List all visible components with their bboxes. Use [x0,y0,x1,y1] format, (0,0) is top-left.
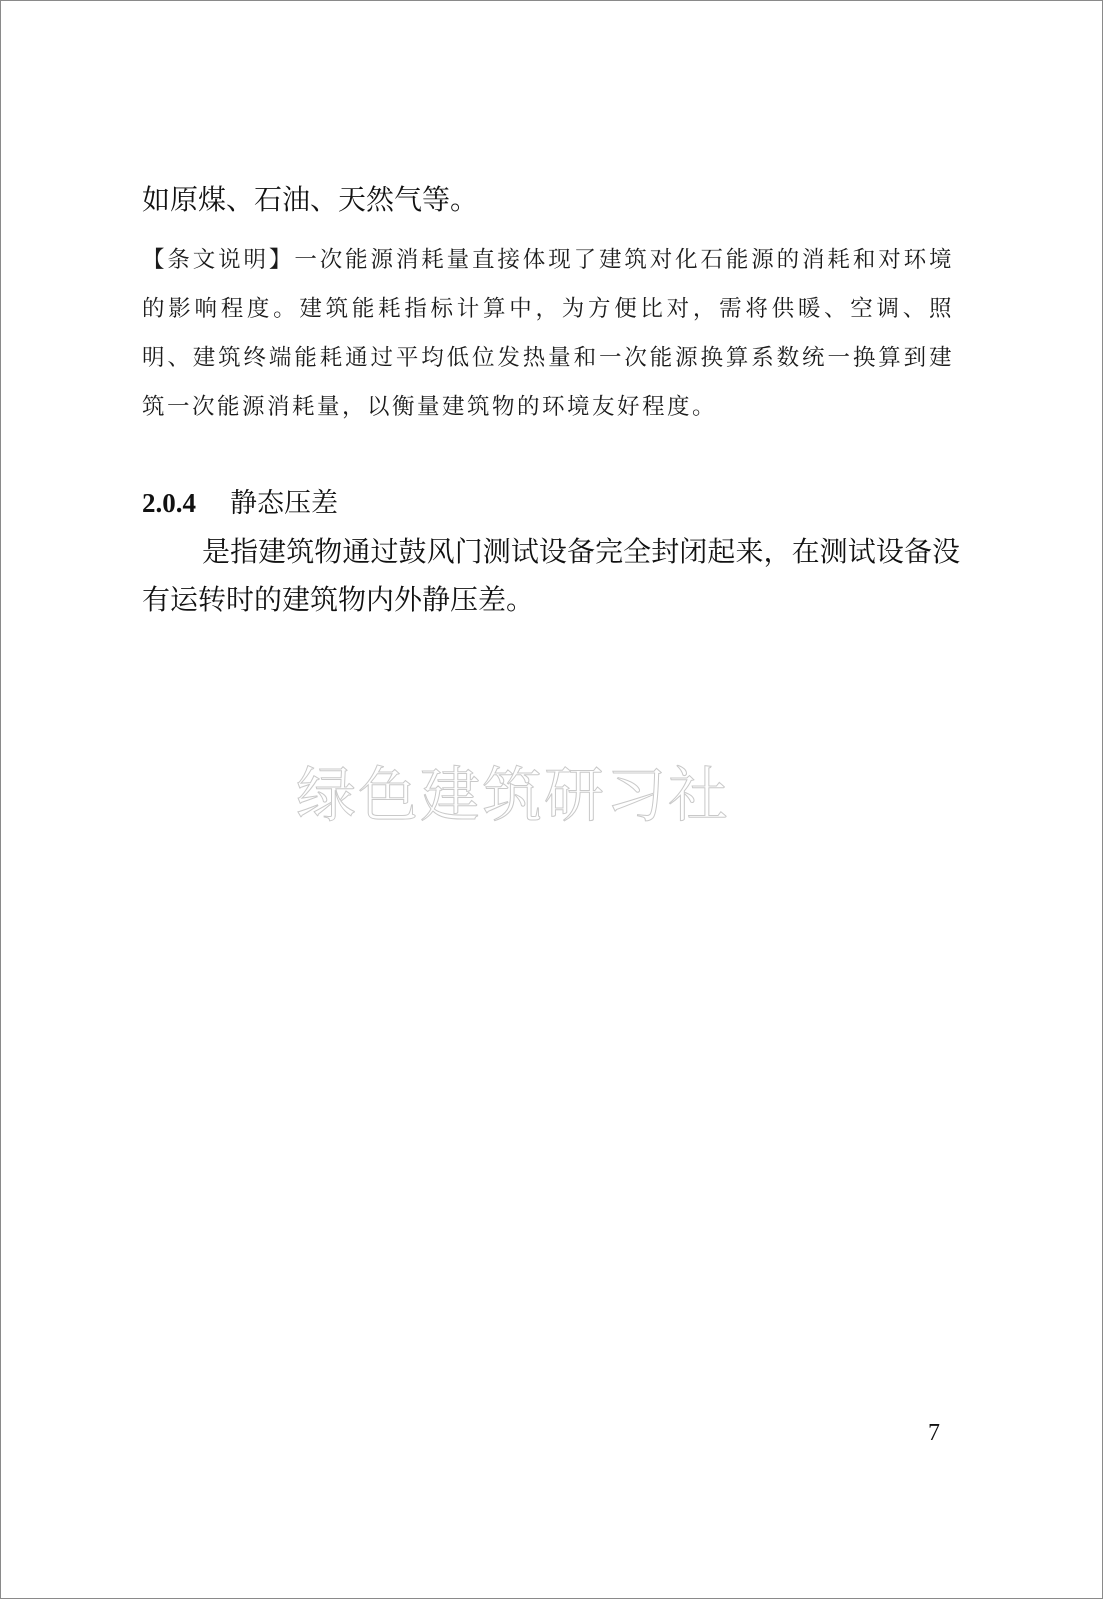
continuation-paragraph: 如原煤、石油、天然气等。 [142,183,479,216]
section-number: 2.0.4 [142,488,196,518]
page-number: 7 [928,1420,940,1446]
explanation-body: 一次能源消耗量直接体现了建筑对化石能源的消耗和对环境的影响程度。建筑能耗指标计算中，为方便比对，需将供暖、空调、照明、建筑终端能耗通过平均低位发热量和一次能源换算系数统一换算到建筑一次能源消耗量，以衡量建筑物的环境友好程度。 [142,247,954,420]
explanation-label: 【条文说明】 [142,247,295,273]
watermark: 绿色建筑研习社 [296,761,730,831]
section-definition: 是指建筑物通过鼓风门测试设备完全封闭起来，在测试设备没有运转时的建筑物内外静压差。 [142,535,960,616]
section-heading [142,483,338,524]
section-title: 静态压差 [230,488,338,519]
clause-explanation [142,236,954,432]
